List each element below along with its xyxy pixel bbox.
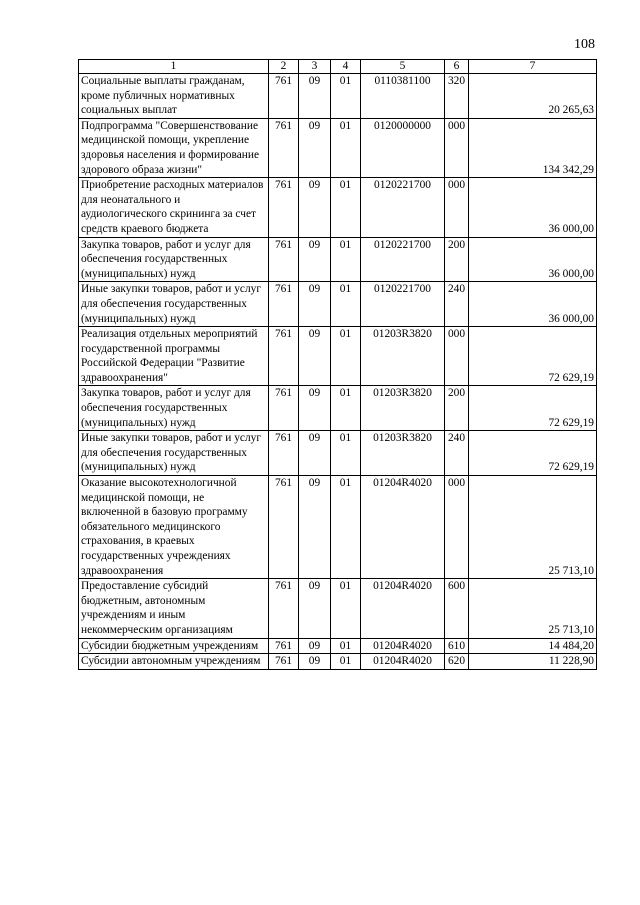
admin-code-cell: 761: [269, 237, 299, 282]
table-row: [79, 327, 597, 386]
subsection-code-cell: 01: [331, 431, 361, 476]
row-name-cell: Приобретение расходных материалов для неонатального и аудиологического скрининга за счет средств краевого бюджета: [79, 178, 269, 237]
row-name-cell: Реализация отдельных мероприятий государственной программы Российской Федерации "Развитие здравоохранения": [79, 327, 269, 386]
expense-type-cell: 000: [445, 327, 469, 386]
amount-cell: 20 265,63: [469, 74, 597, 119]
section-code-cell: 09: [299, 327, 331, 386]
amount-cell: 25 713,10: [469, 579, 597, 638]
target-article-cell: 0120221700: [361, 237, 445, 282]
subsection-code-cell: 01: [331, 327, 361, 386]
row-name-cell: Субсидии бюджетным учреждениям: [79, 638, 269, 654]
section-code-cell: 09: [299, 654, 331, 670]
target-article-cell: 01204R4020: [361, 654, 445, 670]
table-row: [79, 74, 597, 119]
section-code-cell: 09: [299, 431, 331, 476]
amount-cell: 36 000,00: [469, 237, 597, 282]
admin-code-cell: 761: [269, 638, 299, 654]
table-row: [79, 476, 597, 579]
admin-code-cell: 761: [269, 476, 299, 579]
row-name-cell: Закупка товаров, работ и услуг для обеспечения государственных (муниципальных) нужд: [79, 386, 269, 431]
target-article-cell: 01203R3820: [361, 386, 445, 431]
expense-type-cell: 610: [445, 638, 469, 654]
table-row: [79, 654, 597, 670]
section-code-cell: 09: [299, 178, 331, 237]
page-number: 108: [574, 37, 595, 52]
target-article-cell: 01204R4020: [361, 476, 445, 579]
expense-type-cell: 000: [445, 118, 469, 177]
subsection-code-cell: 01: [331, 178, 361, 237]
expense-type-cell: 200: [445, 237, 469, 282]
table-header: [79, 60, 597, 74]
amount-cell: 36 000,00: [469, 178, 597, 237]
target-article-cell: 01203R3820: [361, 431, 445, 476]
subsection-code-cell: 01: [331, 386, 361, 431]
row-name-cell: Субсидии автономным учреждениям: [79, 654, 269, 670]
budget-table: [78, 59, 597, 670]
expense-type-cell: 000: [445, 178, 469, 237]
subsection-code-cell: 01: [331, 237, 361, 282]
amount-cell: 11 228,90: [469, 654, 597, 670]
row-name-cell: Закупка товаров, работ и услуг для обеспечения государственных (муниципальных) нужд: [79, 237, 269, 282]
admin-code-cell: 761: [269, 654, 299, 670]
row-name-cell: Оказание высокотехнологичной медицинской помощи, не включенной в базовую программу обязательного медицинского страхования, в краевых государственных учреждениях здравоохранения: [79, 476, 269, 579]
expense-type-cell: 320: [445, 74, 469, 119]
subsection-code-cell: 01: [331, 476, 361, 579]
amount-cell: 36 000,00: [469, 282, 597, 327]
row-name-cell: Иные закупки товаров, работ и услуг для обеспечения государственных (муниципальных) нужд: [79, 431, 269, 476]
subsection-code-cell: 01: [331, 74, 361, 119]
row-name-cell: Социальные выплаты гражданам, кроме публичных нормативных социальных выплат: [79, 74, 269, 119]
target-article-cell: 0120221700: [361, 282, 445, 327]
section-code-cell: 09: [299, 282, 331, 327]
amount-cell: 72 629,19: [469, 327, 597, 386]
admin-code-cell: 761: [269, 386, 299, 431]
target-article-cell: 01203R3820: [361, 327, 445, 386]
table-row: [79, 386, 597, 431]
column-header: 3: [299, 60, 331, 74]
table-row: [79, 118, 597, 177]
subsection-code-cell: 01: [331, 282, 361, 327]
amount-cell: 14 484,20: [469, 638, 597, 654]
header-row: [79, 60, 597, 74]
subsection-code-cell: 01: [331, 579, 361, 638]
target-article-cell: 01204R4020: [361, 638, 445, 654]
admin-code-cell: 761: [269, 178, 299, 237]
section-code-cell: 09: [299, 476, 331, 579]
expense-type-cell: 240: [445, 282, 469, 327]
section-code-cell: 09: [299, 638, 331, 654]
amount-cell: 72 629,19: [469, 431, 597, 476]
table-row: [79, 579, 597, 638]
section-code-cell: 09: [299, 579, 331, 638]
column-header: 2: [269, 60, 299, 74]
column-header: 5: [361, 60, 445, 74]
target-article-cell: 01204R4020: [361, 579, 445, 638]
row-name-cell: Иные закупки товаров, работ и услуг для обеспечения государственных (муниципальных) нужд: [79, 282, 269, 327]
subsection-code-cell: 01: [331, 118, 361, 177]
row-name-cell: Подпрограмма "Совершенствование медицинской помощи, укрепление здоровья населения и формирование здорового образа жизни": [79, 118, 269, 177]
admin-code-cell: 761: [269, 327, 299, 386]
expense-type-cell: 600: [445, 579, 469, 638]
subsection-code-cell: 01: [331, 638, 361, 654]
subsection-code-cell: 01: [331, 654, 361, 670]
admin-code-cell: 761: [269, 431, 299, 476]
column-header: 6: [445, 60, 469, 74]
section-code-cell: 09: [299, 74, 331, 119]
amount-cell: 25 713,10: [469, 476, 597, 579]
table-row: [79, 282, 597, 327]
column-header: 7: [469, 60, 597, 74]
table-row: [79, 431, 597, 476]
admin-code-cell: 761: [269, 579, 299, 638]
table-row: [79, 237, 597, 282]
target-article-cell: 0120000000: [361, 118, 445, 177]
section-code-cell: 09: [299, 386, 331, 431]
expense-type-cell: 200: [445, 386, 469, 431]
expense-type-cell: 000: [445, 476, 469, 579]
column-header: 1: [79, 60, 269, 74]
table-body: [79, 74, 597, 670]
target-article-cell: 0120221700: [361, 178, 445, 237]
admin-code-cell: 761: [269, 282, 299, 327]
target-article-cell: 0110381100: [361, 74, 445, 119]
amount-cell: 72 629,19: [469, 386, 597, 431]
admin-code-cell: 761: [269, 74, 299, 119]
section-code-cell: 09: [299, 237, 331, 282]
table-row: [79, 178, 597, 237]
row-name-cell: Предоставление субсидий бюджетным, автономным учреждениям и иным некоммерческим организациям: [79, 579, 269, 638]
expense-type-cell: 240: [445, 431, 469, 476]
expense-type-cell: 620: [445, 654, 469, 670]
column-header: 4: [331, 60, 361, 74]
admin-code-cell: 761: [269, 118, 299, 177]
amount-cell: 134 342,29: [469, 118, 597, 177]
table-row: [79, 638, 597, 654]
section-code-cell: 09: [299, 118, 331, 177]
